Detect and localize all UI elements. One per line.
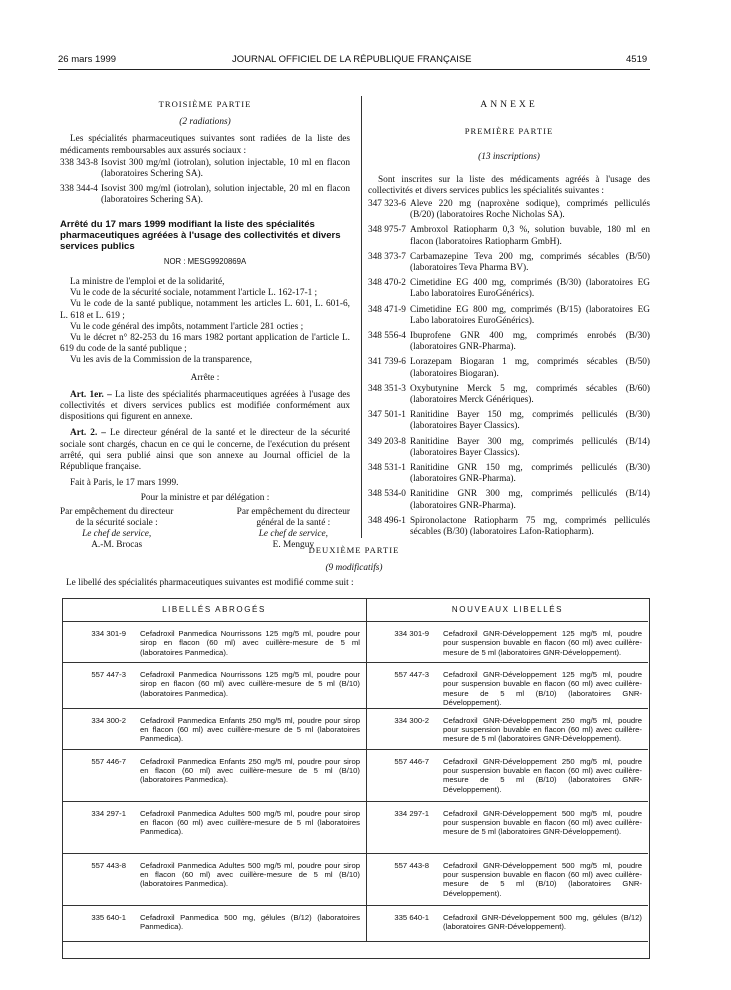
old-label-cell: Cefadroxil Panmedica Enfants 250 mg/5 ml, poudre pour sirop en flacon (60 ml) avec cuillère-mesure de 5 ml (laboratoires Panmedica). bbox=[132, 708, 367, 749]
table-header-row bbox=[62, 598, 648, 622]
list-item bbox=[368, 410, 650, 432]
sig-right-line-2: général de la santé : bbox=[256, 517, 331, 528]
old-code-cell: 557 443-8 bbox=[62, 853, 132, 905]
sig-right-line-1: Par empêchement du directeur bbox=[236, 506, 350, 517]
list-item bbox=[368, 199, 650, 221]
modifications-count: (9 modificatifs) bbox=[325, 563, 383, 573]
sig-left-line-2: de la sécurité sociale : bbox=[75, 517, 158, 528]
product-description: Carbamazepine Teva 200 mg, comprimés sécables (B/50) (laboratoires Teva Pharma BV). bbox=[410, 251, 650, 274]
old-code-cell: 335 640-1 bbox=[62, 905, 132, 941]
right-column bbox=[368, 99, 650, 542]
new-code-cell: 557 447-3 bbox=[367, 663, 436, 709]
list-item bbox=[368, 331, 650, 353]
list-item bbox=[368, 278, 650, 300]
old-label-cell: Cefadroxil Panmedica Adultes 500 mg/5 ml, poudre pour sirop en flacon (60 ml) avec cuillère-mesure de 5 ml (laboratoires Panmedica). bbox=[132, 801, 367, 853]
header-journal-title: JOURNAL OFFICIEL DE LA RÉPUBLIQUE FRANÇAISE bbox=[232, 54, 472, 65]
article-2-text: Le directeur général de la santé et le directeur de la sécurité sociale sont chargés, chacun en ce qui le concerne, de l'exécution du présent arrêté, qui sera publié ainsi que son annexe au Journal officiel de la République française. bbox=[60, 428, 350, 473]
list-item bbox=[368, 225, 650, 247]
new-code-cell: 557 446-7 bbox=[367, 749, 436, 801]
new-label-cell: Cefadroxil GNR-Développement 500 mg/5 ml, poudre pour suspension buvable en flacon (60 ml) avec cuillère-mesure de 5 ml (laboratoires GNR-Développement). bbox=[435, 801, 648, 853]
table-row bbox=[62, 905, 648, 941]
inscription-intro: Sont inscrites sur la liste des médicaments agréés à l'usage des collectivités et divers services publics les spécialités suivantes : bbox=[368, 174, 650, 196]
product-code: 348 975-7 bbox=[368, 225, 406, 236]
inscription-list bbox=[368, 199, 650, 538]
table-row bbox=[62, 622, 648, 663]
radiation-intro: Les spécialités pharmaceutiques suivantes sont radiées de la liste des médicaments remboursables aux assurés sociaux : bbox=[60, 134, 350, 156]
product-code: 348 373-7 bbox=[368, 251, 406, 262]
nor-reference: NOR : MESG9920869A bbox=[163, 256, 247, 266]
new-code-cell: 334 300-2 bbox=[367, 708, 436, 749]
product-code: 348 531-1 bbox=[368, 463, 406, 474]
visa-line: La ministre de l'emploi et de la solidarité, bbox=[70, 277, 225, 288]
new-label-cell: Cefadroxil GNR-Développement 250 mg/5 ml, poudre pour suspension buvable en flacon (60 ml) avec cuillère-mesure de 5 ml (laboratoires GNR-Développement). bbox=[435, 708, 648, 749]
sig-right-role: Le chef de service, bbox=[258, 529, 328, 540]
left-column bbox=[60, 99, 350, 552]
list-item bbox=[368, 252, 650, 274]
table-row bbox=[62, 708, 648, 749]
table-row bbox=[62, 663, 648, 709]
list-item bbox=[368, 463, 650, 485]
old-label-cell: Cefadroxil Panmedica Adultes 500 mg/5 ml, poudre pour sirop en flacon (60 ml) avec cuillère-mesure de 5 ml (B/10) (laboratoires Panmedica). bbox=[132, 853, 367, 905]
product-code: 338 343-8 bbox=[60, 157, 98, 168]
column-header-new: NOUVEAUX LIBELLÉS bbox=[367, 598, 649, 622]
part-three-heading: TROISIÈME PARTIE bbox=[158, 99, 252, 109]
new-label-cell: Cefadroxil GNR-Développement 125 mg/5 ml, poudre pour suspension buvable en flacon (60 ml) avec cuillère-mesure de 5 ml (B/10) (laboratoires GNR-Développement). bbox=[435, 663, 648, 709]
visa-line: Vu le code général des impôts, notamment l'article 281 octies ; bbox=[70, 321, 304, 332]
product-code: 347 323-6 bbox=[368, 199, 406, 210]
product-code: 341 739-6 bbox=[368, 357, 406, 368]
list-item bbox=[60, 184, 350, 206]
list-item bbox=[368, 384, 650, 406]
visa-line: Vu le décret n° 82-253 du 16 mars 1982 portant application de l'article L. 619 du code de la santé publique ; bbox=[60, 333, 350, 355]
part-one-heading: PREMIÈRE PARTIE bbox=[464, 126, 554, 137]
sig-left-line-1: Par empêchement du directeur bbox=[60, 506, 174, 517]
radiations-count: (2 radiations) bbox=[179, 117, 231, 128]
modifications-table bbox=[62, 598, 648, 942]
product-code: 348 470-2 bbox=[368, 278, 406, 289]
visa-line: Vu le code de la santé publique, notamment les articles L. 601, L. 601-6, L. 618 et L. 619 ; bbox=[60, 299, 350, 321]
old-label-cell: Cefadroxil Panmedica Nourrissons 125 mg/5 ml, poudre pour sirop en flacon (60 ml) avec cuillère-mesure de 5 ml (B/10) (laboratoires Panmedica). bbox=[132, 663, 367, 709]
product-description: Cimetidine EG 400 mg, comprimés (B/30) (laboratoires EG Labo laboratoires EuroGénérics). bbox=[410, 278, 650, 300]
column-header-old: LIBELLÉS ABROGÉS bbox=[62, 598, 367, 622]
part-two-heading: DEUXIÈME PARTIE bbox=[308, 545, 400, 555]
table-body bbox=[62, 622, 648, 942]
old-label-cell: Cefadroxil Panmedica Enfants 250 mg/5 ml, poudre pour sirop en flacon (60 ml) avec cuillère-mesure de 5 ml (B/10) (laboratoires Panmedica). bbox=[132, 749, 367, 801]
product-code: 349 203-8 bbox=[368, 436, 406, 447]
article-2-label: Art. 2. – bbox=[70, 428, 106, 439]
product-description: Cimetidine EG 800 mg, comprimés (B/15) (laboratoires EG Labo laboratoires EuroGénérics). bbox=[410, 304, 650, 326]
old-code-cell: 557 446-7 bbox=[62, 749, 132, 801]
article-1-text: La liste des spécialités pharmaceutiques agréées à l'usage des collectivités et divers services publics est modifiée conformément aux dispositions qui figurent en annexe. bbox=[60, 389, 350, 423]
article-2 bbox=[60, 428, 350, 473]
old-code-cell: 334 297-1 bbox=[62, 801, 132, 853]
product-description: Aleve 220 mg (naproxène sodique), comprimés pelliculés (B/20) (laboratoires Roche Nicholas SA). bbox=[410, 199, 650, 221]
product-description: Spironolactone Ratiopharm 75 mg, comprimés pelliculés sécables (B/30) (laboratoires Lafon-Ratiopharm). bbox=[410, 515, 650, 538]
new-code-cell: 334 297-1 bbox=[367, 801, 436, 853]
list-item bbox=[368, 437, 650, 459]
table-row bbox=[62, 801, 648, 853]
visas-list bbox=[60, 277, 350, 367]
new-label-cell: Cefadroxil GNR-Développement 250 mg/5 ml, poudre pour suspension buvable en flacon (60 ml) avec cuillère-mesure de 5 ml (B/10) (laboratoires GNR-Développement). bbox=[435, 749, 648, 801]
table-row bbox=[62, 749, 648, 801]
product-code: 348 351-3 bbox=[368, 383, 406, 394]
arrete-title: Arrêté du 17 mars 1999 modifiant la liste des spécialités pharmaceutiques agréées à l'usage des collectivités et divers services publics bbox=[60, 218, 341, 253]
sig-left-role: Le chef de service, bbox=[82, 529, 152, 540]
article-1-label: Art. 1er. – bbox=[70, 389, 112, 400]
list-item bbox=[60, 158, 350, 180]
column-divider bbox=[361, 96, 362, 538]
radiation-list bbox=[60, 158, 350, 207]
product-description: Ranitidine GNR 150 mg, comprimés pelliculés (B/30) (laboratoires GNR-Pharma). bbox=[410, 463, 650, 485]
sig-left-name: A.-M. Brocas bbox=[91, 540, 143, 551]
new-code-cell: 334 301-9 bbox=[367, 622, 436, 663]
old-code-cell: 334 300-2 bbox=[62, 708, 132, 749]
product-description: Ibuprofene GNR 400 mg, comprimés enrobés (B/30) (laboratoires GNR-Pharma). bbox=[410, 331, 650, 353]
product-description: Isovist 300 mg/ml (iotrolan), solution injectable, 10 ml en flacon (laboratoires Schering SA). bbox=[101, 157, 350, 180]
header-date: 26 mars 1999 bbox=[58, 54, 117, 65]
arrete-word: Arrête : bbox=[190, 372, 220, 383]
new-label-cell: Cefadroxil GNR-Développement 500 mg, gélules (B/12) (laboratoires GNR-Développement). bbox=[435, 905, 648, 941]
list-item bbox=[368, 516, 650, 538]
list-item bbox=[368, 489, 650, 511]
header-rule bbox=[58, 69, 650, 70]
product-code: 348 556-4 bbox=[368, 331, 406, 342]
product-description: Ambroxol Ratiopharm 0,3 %, solution buvable, 180 ml en flacon (laboratoires Ratiopharm GmbH). bbox=[410, 225, 650, 247]
new-label-cell: Cefadroxil GNR-Développement 125 mg/5 ml, poudre pour suspension buvable en flacon (60 ml) avec cuillère-mesure de 5 ml (laboratoires GNR-Développement). bbox=[435, 622, 648, 663]
new-code-cell: 557 443-8 bbox=[367, 853, 436, 905]
article-1 bbox=[60, 390, 350, 424]
old-code-cell: 334 301-9 bbox=[62, 622, 132, 663]
table-row bbox=[62, 853, 648, 905]
product-description: Isovist 300 mg/ml (iotrolan), solution injectable, 20 ml en flacon (laboratoires Schering SA). bbox=[101, 184, 350, 206]
old-code-cell: 557 447-3 bbox=[62, 663, 132, 709]
list-item bbox=[368, 357, 650, 379]
old-label-cell: Cefadroxil Panmedica Nourrissons 125 mg/5 ml, poudre pour sirop en flacon (60 ml) avec cuillère-mesure de 5 ml (laboratoires Panmedica). bbox=[132, 622, 367, 663]
product-code: 338 344-4 bbox=[60, 184, 98, 195]
product-code: 348 496-1 bbox=[368, 515, 406, 526]
product-description: Oxybutynine Merck 5 mg, comprimés sécables (B/60) (laboratoires Merck Génériques). bbox=[410, 383, 650, 406]
product-code: 348 471-9 bbox=[368, 304, 406, 315]
visa-line: Vu les avis de la Commission de la transparence, bbox=[70, 355, 252, 366]
list-item bbox=[368, 305, 650, 327]
inscriptions-count: (13 inscriptions) bbox=[478, 152, 540, 163]
product-description: Ranitidine GNR 300 mg, comprimés pelliculés (B/14) (laboratoires GNR-Pharma). bbox=[410, 489, 650, 511]
header-page-number: 4519 bbox=[626, 54, 648, 65]
annexe-heading: ANNEXE bbox=[480, 99, 538, 110]
delegation-line: Pour la ministre et par délégation : bbox=[140, 492, 270, 503]
visa-line: Vu le code de la sécurité sociale, notamment l'article L. 162-17-1 ; bbox=[70, 288, 318, 299]
product-description: Ranitidine Bayer 300 mg, comprimés pelliculés (B/14) (laboratoires Bayer Classics). bbox=[410, 436, 650, 458]
product-code: 347 501-1 bbox=[368, 410, 406, 421]
modification-intro: Le libellé des spécialités pharmaceutiques suivantes est modifié comme suit : bbox=[66, 578, 354, 588]
product-description: Ranitidine Bayer 150 mg, comprimés pelliculés (B/30) (laboratoires Bayer Classics). bbox=[410, 410, 650, 432]
product-code: 348 534-0 bbox=[368, 489, 406, 500]
new-label-cell: Cefadroxil GNR-Développement 500 mg/5 ml, poudre pour suspension buvable en flacon (60 ml) avec cuillère-mesure de 5 ml (B/10) (laboratoires GNR-Développement). bbox=[435, 853, 648, 905]
old-label-cell: Cefadroxil Panmedica 500 mg, gélules (B/12) (laboratoires Panmedica). bbox=[132, 905, 367, 941]
signature-date: Fait à Paris, le 17 mars 1999. bbox=[70, 478, 179, 489]
new-code-cell: 335 640-1 bbox=[367, 905, 436, 941]
sig-right-name: E. Menguy bbox=[272, 540, 314, 551]
product-description: Lorazepam Biogaran 1 mg, comprimés sécables (B/50) (laboratoires Biogaran). bbox=[410, 357, 650, 379]
